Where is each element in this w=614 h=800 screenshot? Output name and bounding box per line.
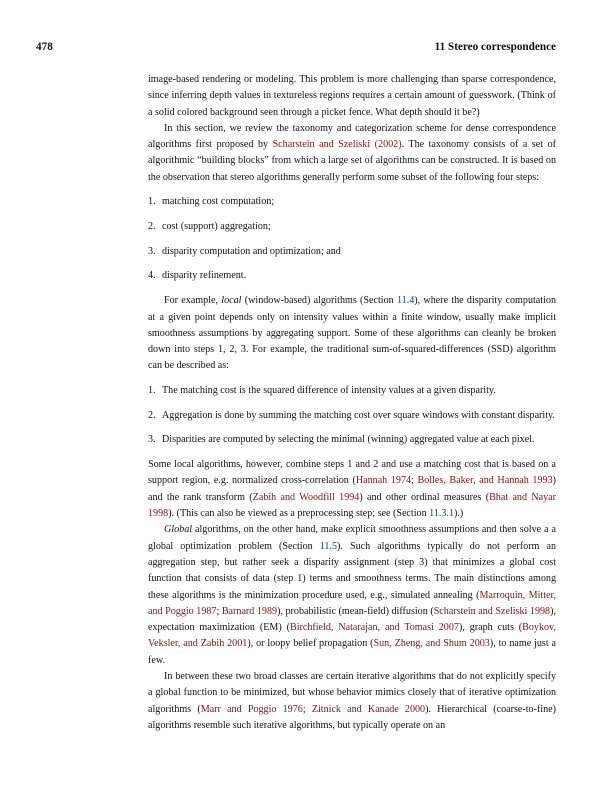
paragraph-taxonomy: In this section, we review the taxonomy and categorization scheme for dense correspondence algorithms first proposed by Scharstein and Szeliski (2002). The taxonomy consists of a set of algorithmic “building blocks” from which a large set of algorithms can be constructed. It is based on the observation that stereo algorithms generally perform some subset of the following four steps: (148, 122, 556, 183)
citation-link[interactable]: Boykov, Veksler, and Zabih 2001 (148, 622, 556, 650)
paragraph-iterative-algorithms: In between these two broad classes are certain iterative algorithms that do not explicitly specify a global function to be minimized, but whose behavior mimics closely that of iterative optimization algorithms (Marr and Poggio 1976; Zitnick and Kanade 2000). Hierarchical (coarse-to-fine) algorithms resemble such iterative algorithms, but typically operate on an (148, 671, 556, 731)
list-item: 4. disparity refinement. (148, 270, 247, 282)
citation-link[interactable]: Bhat and Nayar 1998 (148, 491, 556, 520)
list-item: 2. Aggregation is done by summing the matching cost over square windows with constant disparity. (148, 409, 555, 421)
paragraph-intro: image-based rendering or modeling. This problem is more challenging than sparse correspondence, since inferring depth values in textureless regions requires a certain amount of guesswork. (Think of a solid colored background seen through a picket fence. What depth should it be?) (148, 74, 556, 118)
section-link[interactable]: 11.3.1 (429, 508, 455, 520)
list-item: 3. Disparities are computed by selecting the minimal (winning) aggregated value at each pixel. (148, 434, 535, 446)
paragraph-local-algorithms: For example, local (window-based) algorithms (Section 11.4), where the disparity computation at a given point depends only on intensity values within a finite window, usually make implicit smoothness assumptions by aggregating support. Some of these algorithms can cleanly be broken down into steps 1, 2, 3. For example, the traditional sum-of-squared-differences (SSD) algorithm can be described as: (148, 295, 556, 372)
citation-link[interactable]: Sun, Zheng, and Shum 2003 (373, 638, 490, 650)
list-item: 2. cost (support) aggregation; (148, 220, 271, 232)
chapter-title: 11 Stereo correspondence (434, 41, 556, 53)
citation-link[interactable]: Birchfield, Natarajan, and Tomasi 2007 (289, 622, 459, 634)
emphasis-local: local (221, 295, 242, 307)
page-body (148, 72, 556, 734)
citation-link[interactable]: Scharstein and Szeliski (2002) (272, 139, 402, 151)
ssd-steps-list (148, 383, 556, 449)
section-link[interactable]: 11.4 (396, 295, 415, 307)
paragraph-global-algorithms: Global algorithms, on the other hand, make explicit smoothness assumptions and then solve a a global optimization problem (Section 11.5). Such algorithms typically do not perform an aggregation step, but rather seek a disparity assignment (step 3) that minimizes a global cost function that consists of data (step 1) terms and smoothness terms. The main distinctions among these algorithms is the minimization procedure used, e.g., simulated annealing (Marroquin, Mitter, and Poggio 1987; Barnard 1989), probabilistic (mean-field) diffusion (Scharstein and Szeliski 1998), expectation maximization (EM) (Birchfield, Natarajan, and Tomasi 2007), graph cuts (Boykov, Veksler, and Zabih 2001), or loopy belief propagation (Sun, Zheng, and Shum 2003), to name just a few. (148, 524, 556, 666)
page-number: 478 (36, 41, 53, 53)
emphasis-global: Global (164, 524, 193, 536)
citation-link[interactable]: Zitnick and Kanade 2000 (311, 703, 426, 715)
four-steps-list (148, 194, 556, 285)
running-header (36, 41, 556, 55)
list-item: 3. disparity computation and optimization; and (148, 245, 341, 257)
citation-link[interactable]: Scharstein and Szeliski 1998 (433, 605, 551, 617)
citation-link[interactable]: Marr and Poggio 1976 (200, 703, 303, 715)
citation-link[interactable]: Barnard 1989 (221, 605, 278, 617)
list-item: 1. matching cost computation; (148, 196, 275, 208)
citation-link[interactable]: Bolles, Baker, and Hannah 1993 (417, 475, 553, 487)
citation-link[interactable]: Marroquin, Mitter, and Poggio 1987 (148, 589, 556, 617)
citation-link[interactable]: Zabih and Woodfill 1994 (252, 491, 360, 503)
citation-link[interactable]: Hannah 1974 (355, 475, 412, 487)
section-link[interactable]: 11.5 (319, 540, 338, 552)
paragraph-local-variants: Some local algorithms, however, combine steps 1 and 2 and use a matching cost that is based on a support region, e.g. normalized cross-correlation (Hannah 1974; Bolles, Baker, and Hannah 1993) and the rank transform (Zabih and Woodfill 1994) and other ordinal measures (Bhat and Nayar 1998). (This can also be viewed as a preprocessing step; see (Section 11.3.1).) (148, 459, 556, 520)
list-item: 1. The matching cost is the squared difference of intensity values at a given disparity. (148, 384, 496, 396)
